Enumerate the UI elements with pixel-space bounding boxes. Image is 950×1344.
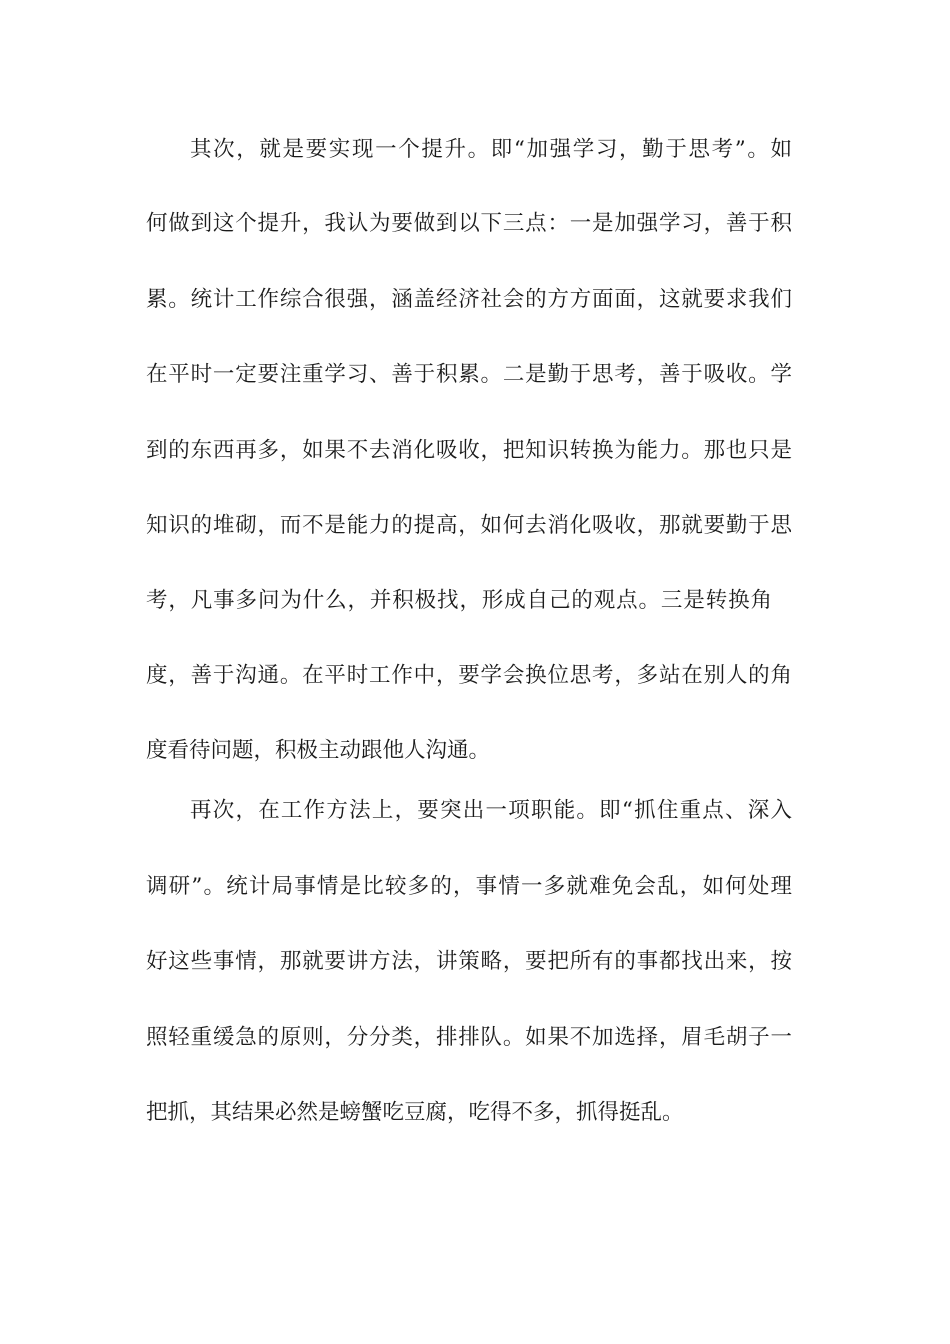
paragraph-2-line-1: 再次，在工作方法上，要突出一项职能。即“抓住重点、深入 <box>190 798 792 823</box>
paragraph-2-line-4: 照轻重缓急的原则，分分类，排排队。如果不加选择，眉毛胡子一 <box>146 1025 792 1050</box>
paragraph-1-line-3: 累。统计工作综合很强，涵盖经济社会的方方面面，这就要求我们 <box>146 287 792 312</box>
paragraph-1-line-4: 在平时一定要注重学习、善于积累。二是勤于思考，善于吸收。学 <box>146 362 792 387</box>
paragraph-1-line-7: 考，凡事多问为什么，并积极找，形成自己的观点。三是转换角 <box>146 588 772 613</box>
paragraph-2-line-5: 把抓，其结果必然是螃蟹吃豆腐，吃得不多，抓得挺乱。 <box>146 1100 684 1125</box>
paragraph-2-line-3: 好这些事情，那就要讲方法，讲策略，要把所有的事都找出来，按 <box>146 949 792 974</box>
paragraph-1-line-8: 度，善于沟通。在平时工作中，要学会换位思考，多站在别人的角 <box>146 663 792 688</box>
paragraph-2-line-2: 调研”。统计局事情是比较多的，事情一多就难免会乱，如何处理 <box>146 874 792 899</box>
paragraph-1-line-6: 知识的堆砌，而不是能力的提高，如何去消化吸收，那就要勤于思 <box>146 513 792 538</box>
paragraph-1-line-1: 其次，就是要实现一个提升。即“加强学习，勤于思考”。如 <box>190 137 792 162</box>
paragraph-1-line-9: 度看待问题，积极主动跟他人沟通。 <box>146 738 491 763</box>
paragraph-1-line-2: 何做到这个提升，我认为要做到以下三点：一是加强学习，善于积 <box>146 211 792 236</box>
paragraph-1-line-5: 到的东西再多，如果不去消化吸收，把知识转换为能力。那也只是 <box>146 438 792 463</box>
